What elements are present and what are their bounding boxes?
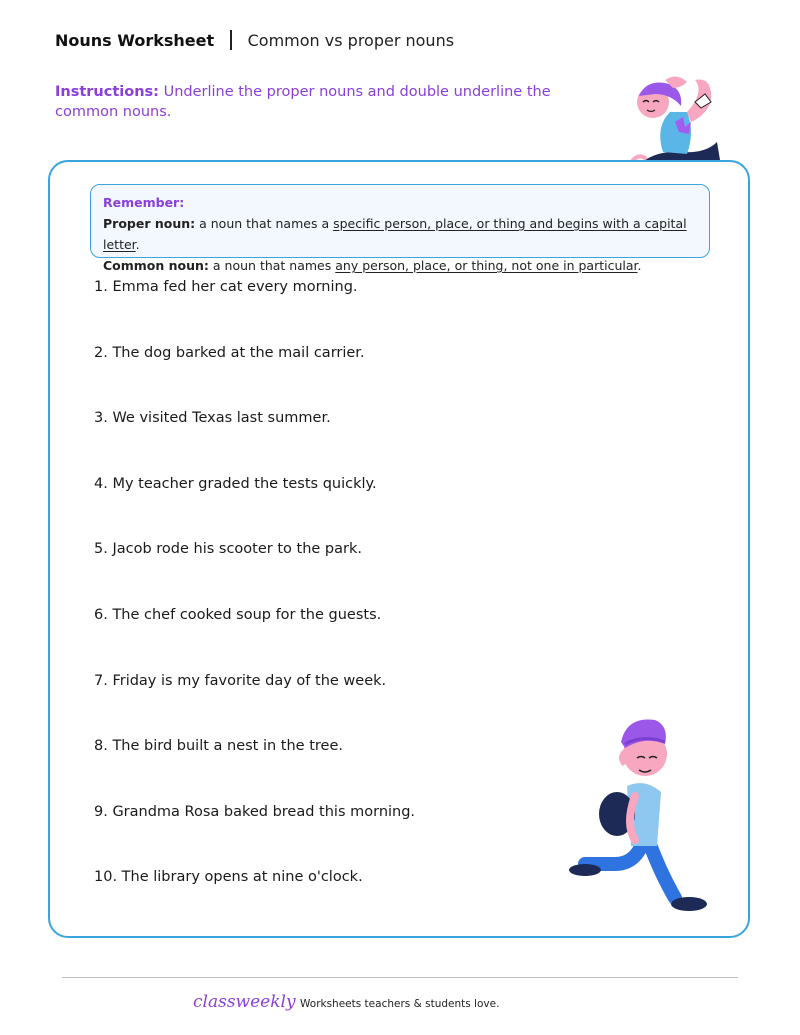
common-noun-underlined: any person, place, or thing, not one in particular bbox=[335, 258, 638, 273]
common-noun-term: Common noun: bbox=[103, 258, 209, 273]
proper-noun-definition bbox=[103, 213, 697, 255]
question-item[interactable]: 2. The dog barked at the mail carrier. bbox=[94, 344, 365, 361]
question-item[interactable]: 1. Emma fed her cat every morning. bbox=[94, 279, 358, 295]
instructions bbox=[55, 82, 595, 122]
worksheet-header bbox=[55, 30, 454, 50]
question-item[interactable]: 4. My teacher graded the tests quickly. bbox=[94, 475, 377, 492]
proper-noun-end: . bbox=[135, 237, 140, 252]
footer-tagline: Worksheets teachers & students love. bbox=[300, 998, 500, 1010]
brand-logo[interactable]: classweekly bbox=[193, 992, 296, 1012]
proper-noun-term: Proper noun: bbox=[103, 216, 196, 231]
worksheet-subtitle: Common vs proper nouns bbox=[247, 30, 455, 50]
question-list bbox=[94, 277, 415, 933]
question-item[interactable]: 7. Friday is my favorite day of the week. bbox=[94, 672, 387, 689]
worksheet-title: Nouns Worksheet bbox=[55, 30, 215, 50]
header-divider bbox=[230, 30, 232, 50]
common-noun-lead: a noun that names bbox=[212, 258, 332, 273]
proper-noun-underlined: specific person, place, or thing and begins with a capital letter bbox=[103, 216, 687, 252]
common-noun-end: . bbox=[637, 258, 642, 273]
instructions-label: Instructions: bbox=[55, 84, 159, 100]
remember-box bbox=[90, 184, 710, 273]
instructions-text: Underline the proper nouns and double underline the common nouns. bbox=[55, 84, 551, 120]
common-noun-definition bbox=[103, 255, 697, 276]
question-item[interactable]: 8. The bird built a nest in the tree. bbox=[94, 738, 343, 755]
footer-divider bbox=[62, 977, 738, 978]
question-item[interactable]: 6. The chef cooked soup for the guests. bbox=[94, 606, 382, 623]
question-item[interactable]: 10. The library opens at nine o'clock. bbox=[94, 869, 363, 886]
question-item[interactable]: 3. We visited Texas last summer. bbox=[94, 410, 331, 427]
question-item[interactable]: 9. Grandma Rosa baked bread this morning. bbox=[94, 803, 416, 820]
remember-title: Remember: bbox=[103, 195, 185, 210]
question-item[interactable]: 5. Jacob rode his scooter to the park. bbox=[94, 541, 362, 558]
walking-boy-illustration bbox=[565, 714, 715, 919]
proper-noun-lead: a noun that names a bbox=[199, 216, 330, 231]
